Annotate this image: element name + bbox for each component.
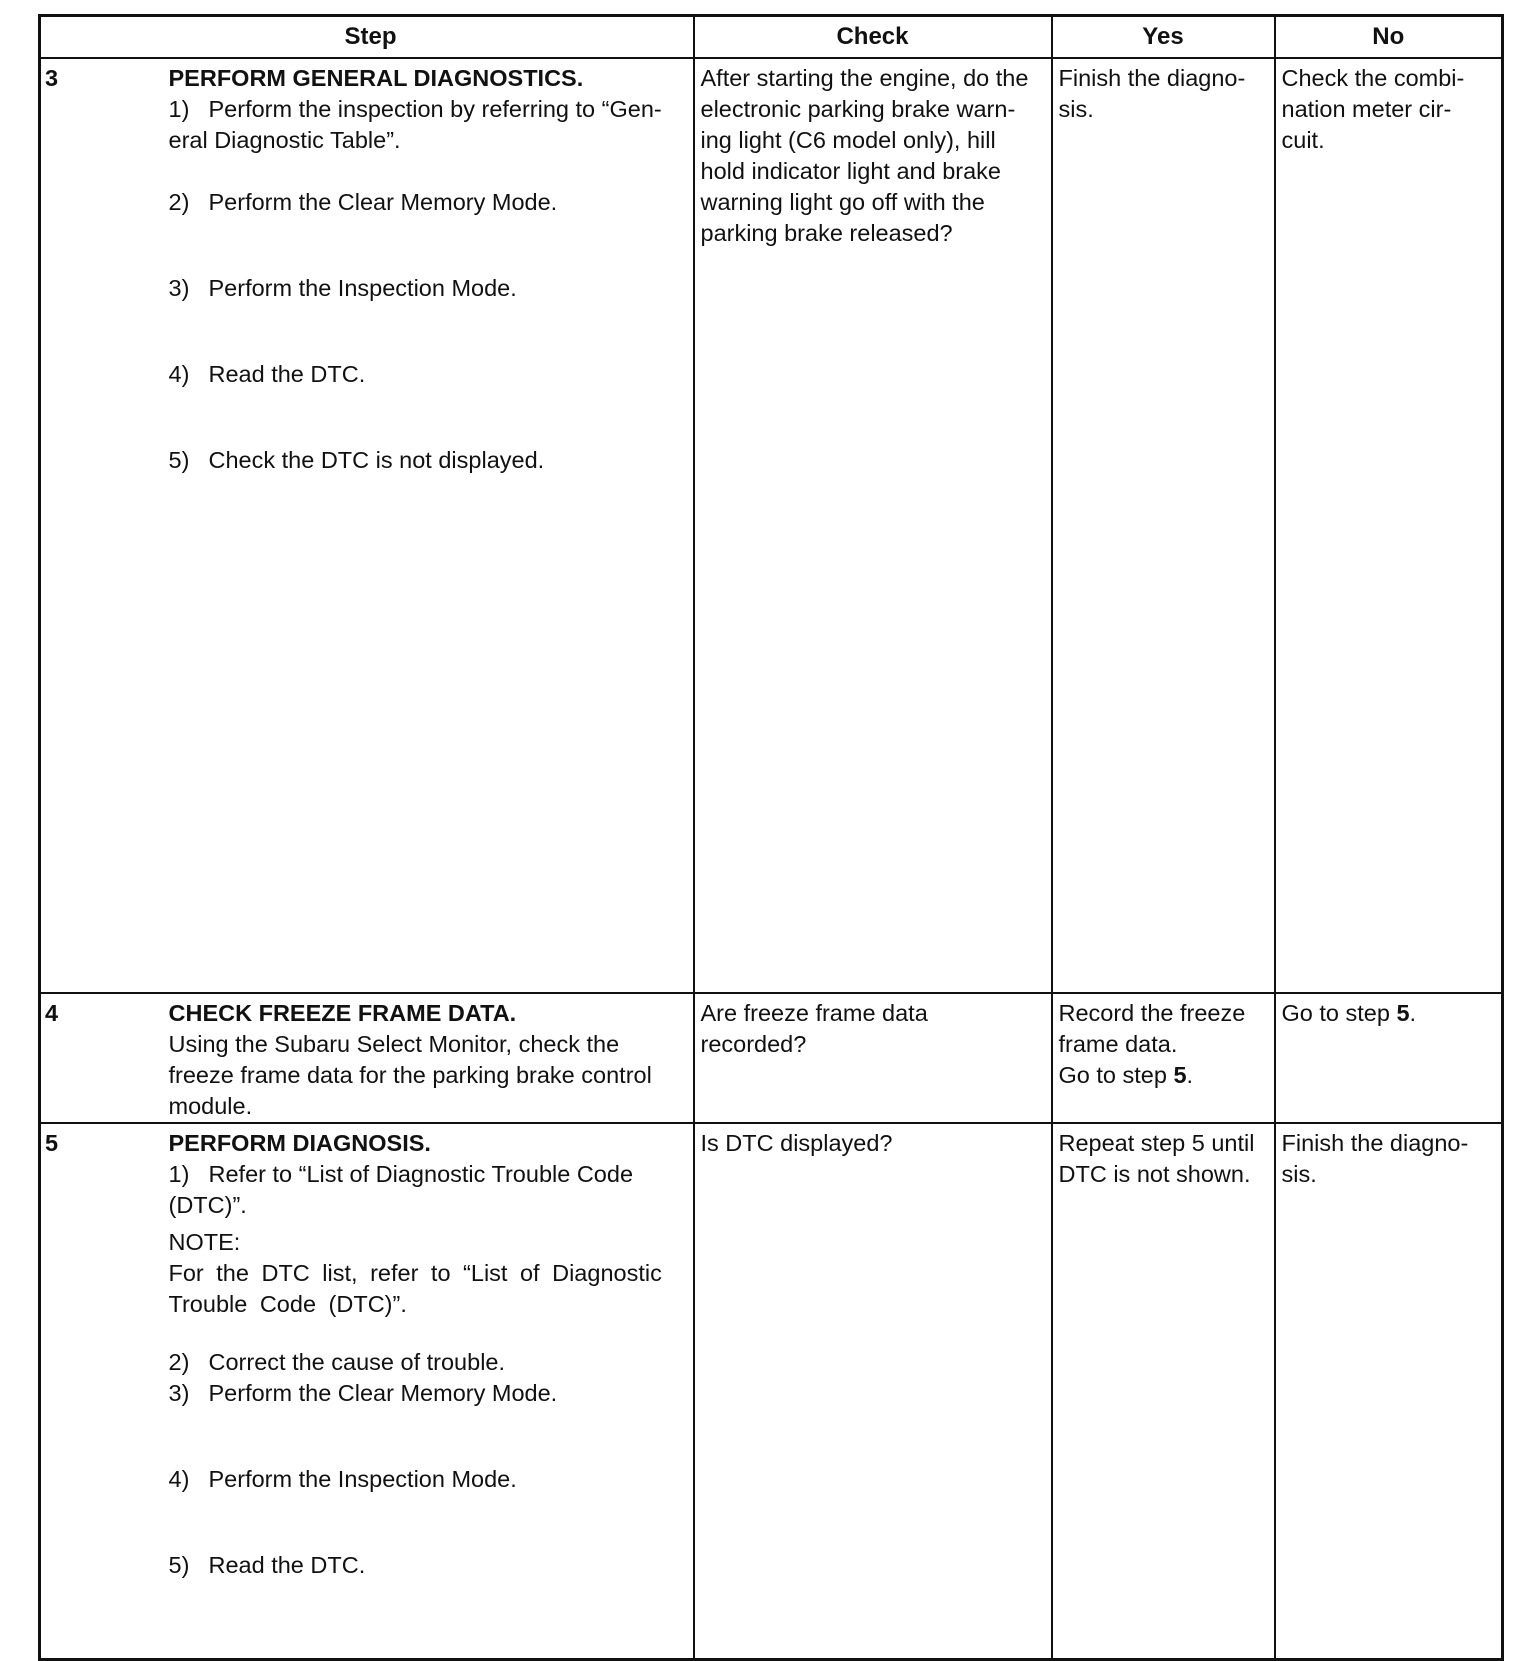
note-text-line: Trouble Code (DTC)”. [168, 1291, 407, 1317]
step-cell [163, 1123, 694, 1660]
table-row-step-5 [40, 1123, 1503, 1660]
goto-step-number: 5 [1173, 1062, 1187, 1088]
substep-number: 3) [168, 275, 190, 301]
no-text-line: sis. [1281, 1161, 1317, 1187]
check-text-line: electronic parking brake warn- [700, 96, 1016, 122]
no-goto-line [1282, 998, 1496, 1029]
substep-number: 2) [168, 189, 190, 215]
substep-text-continued: (DTC)”. [168, 1192, 247, 1218]
goto-prefix: Go to step [1058, 1062, 1174, 1088]
step-title: PERFORM DIAGNOSIS. [168, 1130, 431, 1156]
header-no: No [1275, 16, 1503, 59]
substep-number: 4) [168, 1466, 190, 1492]
substep-text: Read the DTC. [208, 1552, 366, 1578]
no-text-line: nation meter cir- [1281, 96, 1452, 122]
substep-5 [169, 1550, 689, 1581]
substep-number: 5) [168, 1552, 190, 1578]
table-row-step-3 [40, 58, 1503, 993]
note-text-line: For the DTC list, refer to “List of Diagnostic [168, 1260, 662, 1286]
substep-text: Perform the Inspection Mode. [208, 1466, 517, 1492]
goto-suffix: . [1409, 1000, 1417, 1026]
step-number: 3 [40, 58, 163, 993]
substep-text: Perform the inspection by referring to “Gen- [208, 96, 662, 122]
no-cell [1275, 58, 1503, 993]
check-cell [694, 1123, 1052, 1660]
substep-3 [169, 273, 689, 304]
check-cell [694, 993, 1052, 1123]
substep-5 [169, 445, 689, 476]
substep-number: 2) [168, 1349, 190, 1375]
substep-4 [169, 1464, 689, 1495]
substep-text: Perform the Clear Memory Mode. [208, 1380, 558, 1406]
step-title: PERFORM GENERAL DIAGNOSTICS. [168, 65, 584, 91]
yes-text-line: Finish the diagno- [1058, 65, 1246, 91]
no-cell [1275, 993, 1503, 1123]
substep-text-continued: eral Diagnostic Table”. [168, 127, 401, 153]
no-text-line: Finish the diagno- [1281, 1130, 1469, 1156]
header-step-number-spacer [40, 16, 163, 59]
step-cell [163, 58, 694, 993]
substep-2 [169, 187, 689, 218]
step-body-line: freeze frame data for the parking brake control [168, 1062, 652, 1088]
table-row-step-4 [40, 993, 1503, 1123]
check-text-line: recorded? [700, 1031, 807, 1057]
substep-1 [169, 94, 689, 125]
table-header [40, 16, 1503, 59]
substep-3 [169, 1378, 689, 1409]
substep-1 [169, 1159, 689, 1190]
step-number: 4 [40, 993, 163, 1123]
substep-number: 3) [168, 1380, 190, 1406]
step-body-line: module. [168, 1093, 253, 1119]
substep-number: 4) [168, 361, 190, 387]
check-text-line: warning light go off with the [700, 189, 985, 215]
yes-text-line: Repeat step 5 until [1058, 1130, 1255, 1156]
check-text-line: Are freeze frame data [700, 1000, 928, 1026]
yes-text-line: Record the freeze [1058, 1000, 1246, 1026]
check-text-line: Is DTC displayed? [700, 1130, 893, 1156]
yes-text-line: DTC is not shown. [1058, 1161, 1251, 1187]
header-yes: Yes [1052, 16, 1275, 59]
substep-text: Check the DTC is not displayed. [208, 447, 545, 473]
step-cell [163, 993, 694, 1123]
check-text-line: After starting the engine, do the [700, 65, 1029, 91]
header-check: Check [694, 16, 1052, 59]
substep-number: 5) [168, 447, 190, 473]
yes-goto-line [1059, 1060, 1268, 1091]
no-cell [1275, 1123, 1503, 1660]
check-text-line: ing light (C6 model only), hill [700, 127, 996, 153]
substep-text: Refer to “List of Diagnostic Trouble Code [208, 1161, 634, 1187]
header-step: Step [163, 16, 694, 59]
step-number: 5 [40, 1123, 163, 1660]
yes-text-line: frame data. [1058, 1031, 1178, 1057]
goto-prefix: Go to step [1281, 1000, 1397, 1026]
goto-step-number: 5 [1396, 1000, 1410, 1026]
yes-cell [1052, 993, 1275, 1123]
yes-text-line: sis. [1058, 96, 1094, 122]
step-title: CHECK FREEZE FRAME DATA. [168, 1000, 517, 1026]
diagnostic-procedure-table [38, 14, 1504, 1661]
substep-4 [169, 359, 689, 390]
check-cell [694, 58, 1052, 993]
no-text-line: Check the combi- [1281, 65, 1465, 91]
substep-text: Perform the Inspection Mode. [208, 275, 517, 301]
no-text-line: cuit. [1281, 127, 1325, 153]
step-body-line: Using the Subaru Select Monitor, check the [168, 1031, 620, 1057]
note-label: NOTE: [168, 1229, 241, 1255]
substep-2 [169, 1347, 689, 1378]
substep-text: Correct the cause of trouble. [208, 1349, 506, 1375]
yes-cell [1052, 58, 1275, 993]
substep-number: 1) [168, 96, 190, 122]
yes-cell [1052, 1123, 1275, 1660]
check-text-line: parking brake released? [700, 220, 953, 246]
substep-text: Perform the Clear Memory Mode. [208, 189, 558, 215]
substep-number: 1) [168, 1161, 190, 1187]
check-text-line: hold indicator light and brake [700, 158, 1001, 184]
goto-suffix: . [1186, 1062, 1194, 1088]
substep-text: Read the DTC. [208, 361, 366, 387]
